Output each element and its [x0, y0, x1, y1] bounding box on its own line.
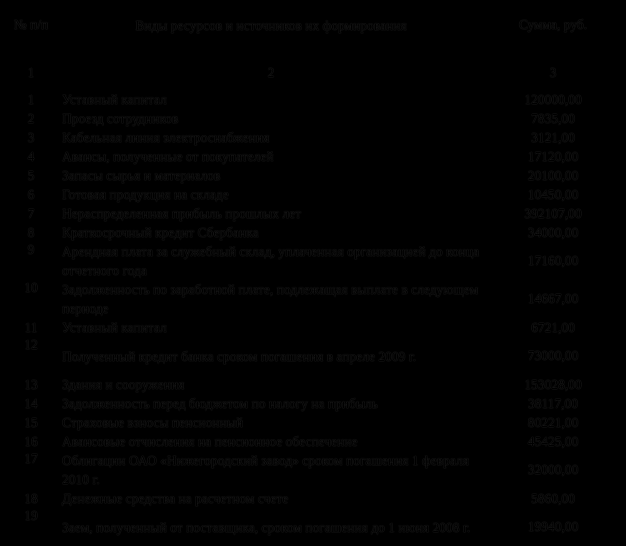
row-num: 7: [27, 205, 35, 221]
header-sum: Сумма, руб.: [518, 17, 588, 32]
table-row: [0, 280, 626, 318]
row-num: 18: [24, 490, 38, 506]
row-num: 14: [24, 395, 38, 411]
row-name: Авансовые отчисления на пенсионное обеспечение: [62, 434, 358, 449]
row-sum: 38117,00: [527, 395, 579, 411]
row-sum: 7835,00: [531, 110, 575, 126]
row-sum: 17160,00: [527, 253, 579, 268]
row-num: 11: [24, 319, 38, 335]
table-row: [0, 90, 626, 109]
row-name: Готовая продукция на складе: [62, 187, 229, 202]
table-row: [0, 109, 626, 128]
row-num: 1: [27, 91, 35, 107]
header-num: № п/п: [13, 17, 49, 32]
table-row: [0, 508, 626, 546]
row-num: 13: [24, 376, 38, 392]
row-num: 12: [24, 337, 38, 352]
table-header-row: [0, 0, 626, 50]
row-num: 2: [27, 110, 35, 126]
row-sum: 14667,00: [527, 291, 579, 306]
table-row: [0, 128, 626, 147]
index-cell: 2: [267, 65, 275, 80]
row-num: 3: [27, 129, 35, 145]
row-sum: 20100,00: [527, 167, 579, 183]
index-cell: 3: [549, 65, 557, 80]
row-num: 16: [24, 433, 38, 449]
column-index-row: [0, 50, 626, 90]
table-row: [0, 223, 626, 242]
row-name: Заем, полученный от поставщика, сроком погашения до 1 июня 2008 г.: [62, 519, 471, 535]
row-name: Облигации ОАО «Нижегородский завод» сроком погашения 1 февраля 2010 г.: [62, 453, 469, 487]
row-sum: 19940,00: [527, 519, 579, 534]
row-num: 8: [27, 224, 35, 240]
row-sum: 32000,00: [527, 462, 579, 477]
row-sum: 120000,00: [524, 91, 582, 107]
table-row: [0, 413, 626, 432]
row-sum: 10450,00: [527, 186, 579, 202]
row-name: Задолженность по заработной плате, подлежащая выплате в следующем периоде: [62, 282, 479, 316]
table-row: [0, 375, 626, 394]
table-row: [0, 147, 626, 166]
row-name: Страховые взносы пенсионный: [62, 415, 244, 430]
row-num: 10: [24, 280, 38, 295]
table-row: [0, 204, 626, 223]
table-row: [0, 337, 626, 375]
row-sum: 5860,00: [531, 490, 575, 506]
row-num: 19: [24, 508, 38, 523]
table-row: [0, 242, 626, 280]
row-name: Запасы сырья и материалов: [62, 168, 221, 183]
row-name: Кабельная линия электроснабжения: [62, 130, 270, 145]
row-num: 4: [27, 148, 35, 164]
row-sum: 45425,00: [527, 433, 579, 449]
row-sum: 73000,00: [527, 348, 579, 363]
table-row: [0, 489, 626, 508]
table-row: [0, 451, 626, 489]
row-name: Здания и сооружения: [62, 377, 185, 392]
row-sum: 392107,00: [524, 205, 582, 221]
table-row: [0, 166, 626, 185]
row-name: Денежные средства на расчетном счете: [62, 491, 289, 506]
row-name: Нераспределенная прибыль прошлых лет: [62, 206, 301, 221]
table-row: [0, 394, 626, 413]
row-num: 17: [24, 451, 38, 466]
row-num: 15: [24, 414, 38, 430]
row-sum: 153028,00: [524, 376, 582, 392]
row-name: Задолженность перед бюджетом по налогу на прибыль: [62, 396, 378, 411]
table-row: [0, 318, 626, 337]
row-name: Полученный кредит банка сроком погашения в апреле 2009 г.: [62, 348, 417, 364]
row-num: 5: [27, 167, 35, 183]
row-num: 9: [27, 242, 35, 257]
row-name: Уставный капитал: [62, 92, 167, 107]
row-sum: 34000,00: [527, 224, 579, 240]
row-name: Уставный капитал: [62, 320, 167, 335]
row-sum: 80221,00: [527, 414, 579, 430]
row-num: 6: [27, 186, 35, 202]
row-name: Арендная плата за служебный склад, уплаченная организацией до конца отчетного года: [62, 244, 480, 278]
row-name: Авансы, полученные от покупателей: [62, 149, 274, 164]
table-row: [0, 185, 626, 204]
table-row: [0, 432, 626, 451]
row-sum: 17120,00: [527, 148, 579, 164]
row-sum: 3121,00: [531, 129, 575, 145]
row-sum: 6721,00: [531, 319, 575, 335]
row-name: Краткосрочный кредит Сбербанка: [62, 225, 259, 240]
header-name: Виды ресурсов и источников их формирования: [135, 17, 407, 33]
index-cell: 1: [27, 65, 35, 80]
row-name: Проезд сотрудников: [62, 111, 179, 126]
